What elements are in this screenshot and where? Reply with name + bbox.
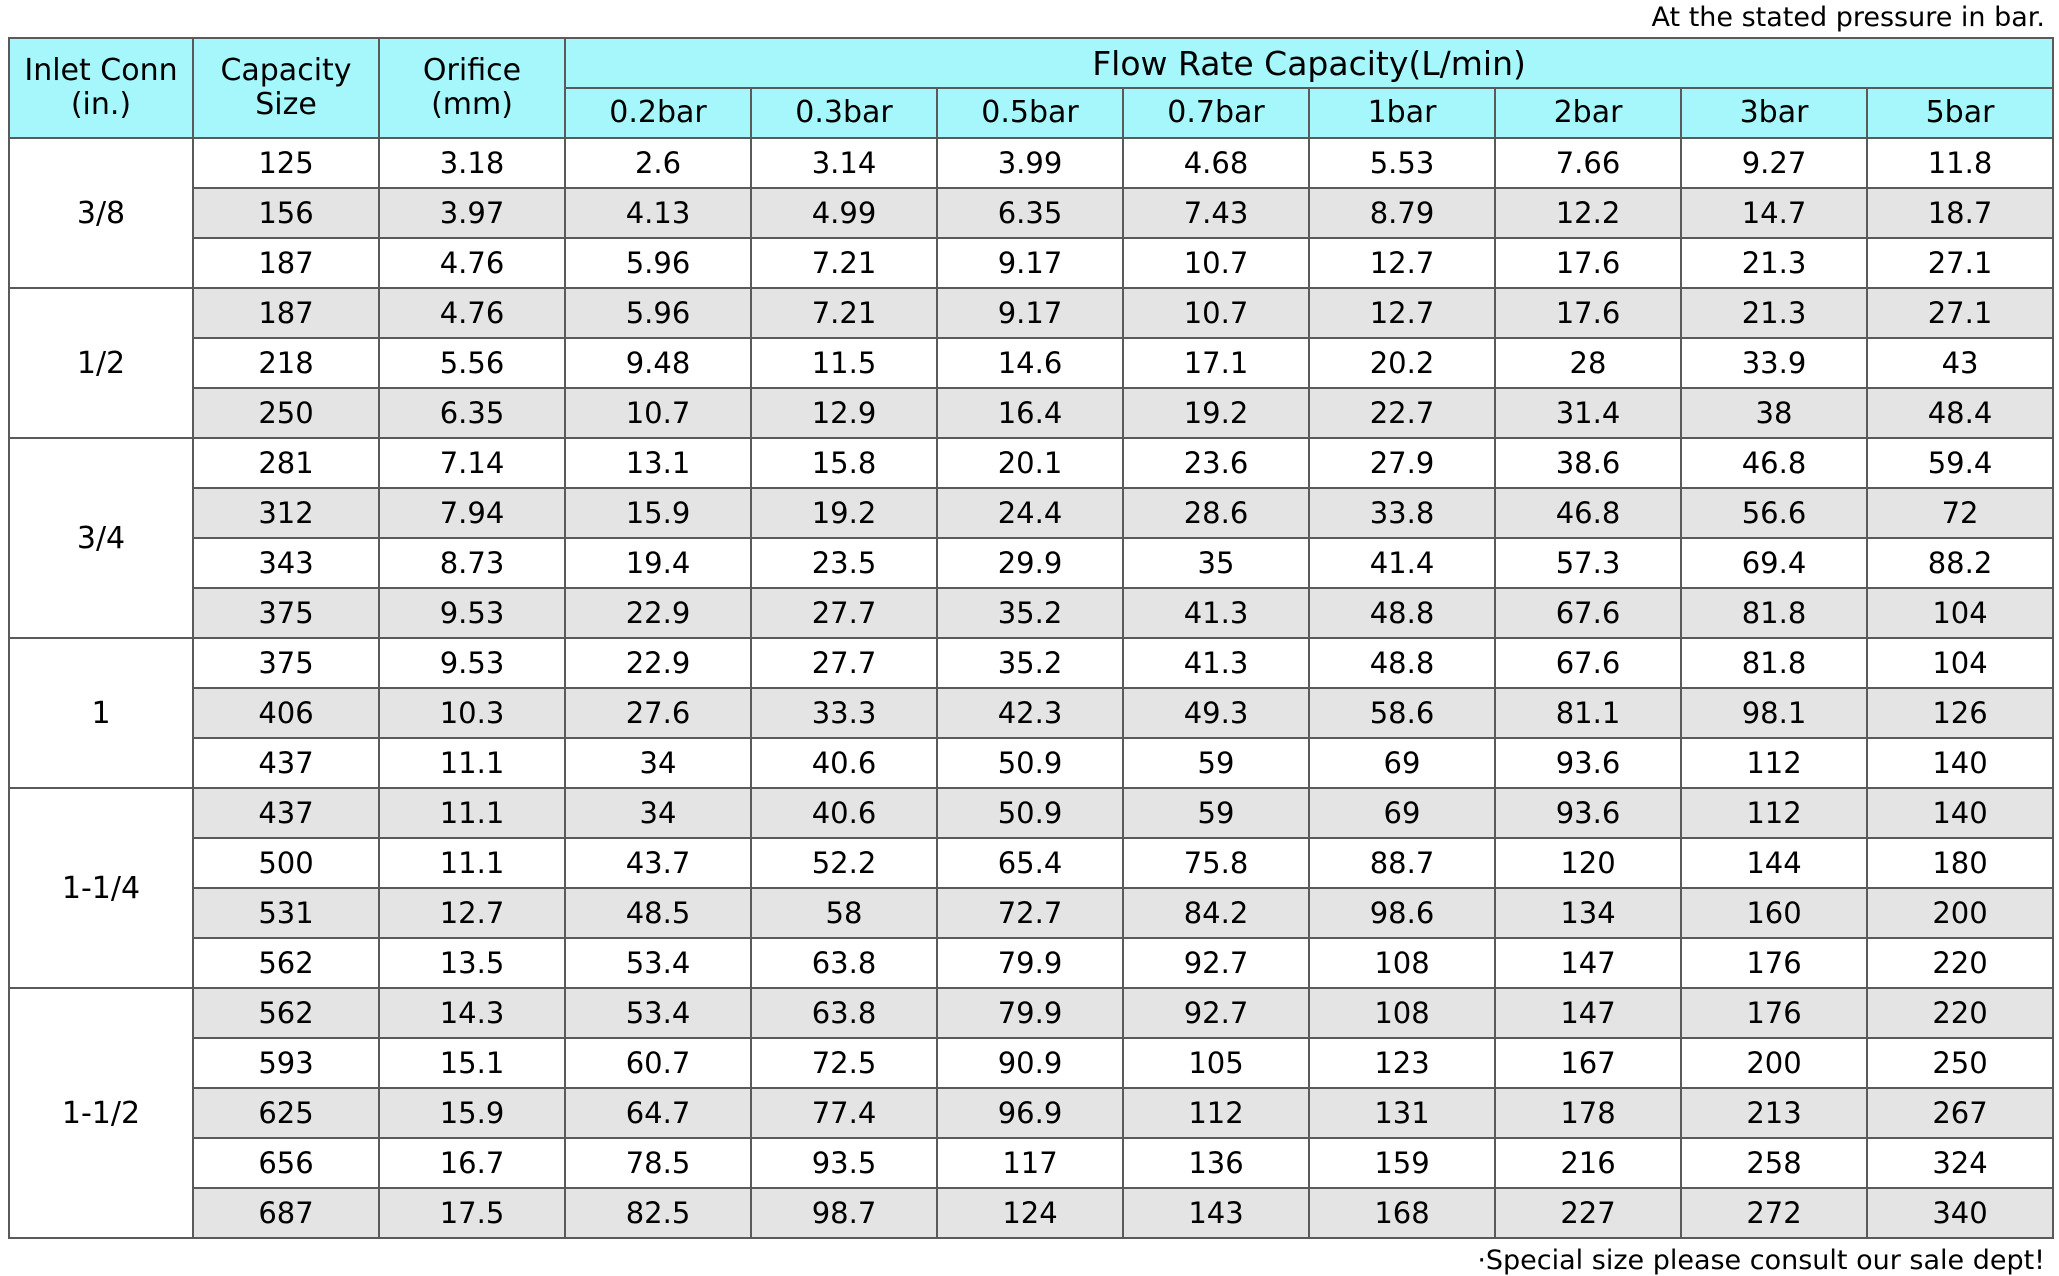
flow-rate-cell: 117 [937,1138,1123,1188]
flow-rate-cell: 50.9 [937,738,1123,788]
flow-rate-cell: 22.7 [1309,388,1495,438]
flow-rate-cell: 9.27 [1681,138,1867,188]
capacity-size-cell: 531 [193,888,379,938]
inlet-conn-cell: 1-1/4 [9,788,193,988]
flow-rate-cell: 41.4 [1309,538,1495,588]
capacity-size-cell: 656 [193,1138,379,1188]
column-header-inlet-conn [9,38,193,138]
flow-rate-cell: 93.6 [1495,788,1681,838]
inlet-conn-label-line2: (in.) [70,87,132,122]
flow-rate-cell: 10.7 [1123,238,1309,288]
flow-rate-cell: 13.1 [565,438,751,488]
flow-rate-capacity-table [8,37,2054,1239]
column-header-pressure: 0.7bar [1123,88,1309,138]
flow-rate-cell: 123 [1309,1038,1495,1088]
capacity-size-label-line1: Capacity [220,52,352,88]
flow-rate-cell: 34 [565,738,751,788]
flow-rate-cell: 98.6 [1309,888,1495,938]
flow-rate-cell: 15.9 [565,488,751,538]
flow-rate-cell: 108 [1309,988,1495,1038]
flow-rate-cell: 22.9 [565,638,751,688]
flow-rate-cell: 250 [1867,1038,2053,1088]
column-header-pressure: 3bar [1681,88,1867,138]
table-header [9,38,2053,138]
flow-rate-cell: 134 [1495,888,1681,938]
table-row [9,338,2053,388]
flow-rate-cell: 16.4 [937,388,1123,438]
orifice-cell: 17.5 [379,1188,565,1238]
table-row [9,1088,2053,1138]
flow-rate-cell: 8.79 [1309,188,1495,238]
table-row [9,288,2053,338]
flow-rate-cell: 28 [1495,338,1681,388]
orifice-cell: 9.53 [379,588,565,638]
flow-rate-cell: 43.7 [565,838,751,888]
flow-rate-cell: 28.6 [1123,488,1309,538]
table-row [9,488,2053,538]
flow-rate-cell: 53.4 [565,938,751,988]
flow-rate-cell: 77.4 [751,1088,937,1138]
capacity-size-cell: 437 [193,738,379,788]
capacity-size-cell: 156 [193,188,379,238]
table-row [9,388,2053,438]
table-row [9,1038,2053,1088]
header-row-primary [9,38,2053,88]
flow-rate-cell: 19.4 [565,538,751,588]
flow-rate-cell: 167 [1495,1038,1681,1088]
flow-rate-cell: 12.7 [1309,288,1495,338]
orifice-cell: 11.1 [379,838,565,888]
table-row [9,788,2053,838]
flow-rate-cell: 24.4 [937,488,1123,538]
flow-rate-cell: 57.3 [1495,538,1681,588]
flow-rate-cell: 5.96 [565,288,751,338]
flow-rate-cell: 176 [1681,938,1867,988]
flow-rate-cell: 75.8 [1123,838,1309,888]
orifice-cell: 9.53 [379,638,565,688]
flow-rate-cell: 84.2 [1123,888,1309,938]
flow-rate-cell: 168 [1309,1188,1495,1238]
flow-rate-cell: 63.8 [751,988,937,1038]
flow-rate-cell: 15.8 [751,438,937,488]
flow-rate-cell: 35.2 [937,638,1123,688]
flow-rate-cell: 33.9 [1681,338,1867,388]
flow-rate-cell: 93.5 [751,1138,937,1188]
capacity-size-cell: 625 [193,1088,379,1138]
pressure-note: At the stated pressure in bar. [1651,2,2045,33]
flow-rate-cell: 41.3 [1123,638,1309,688]
flow-rate-cell: 272 [1681,1188,1867,1238]
flow-rate-cell: 27.7 [751,638,937,688]
table-row [9,538,2053,588]
orifice-cell: 4.76 [379,238,565,288]
flow-rate-cell: 49.3 [1123,688,1309,738]
flow-rate-cell: 81.1 [1495,688,1681,738]
flow-rate-cell: 72.7 [937,888,1123,938]
flow-rate-cell: 220 [1867,988,2053,1038]
table-row [9,988,2053,1038]
flow-rate-cell: 340 [1867,1188,2053,1238]
inlet-conn-cell: 1-1/2 [9,988,193,1238]
flow-rate-cell: 27.1 [1867,288,2053,338]
table-row [9,638,2053,688]
flow-rate-cell: 46.8 [1495,488,1681,538]
capacity-size-cell: 375 [193,638,379,688]
column-header-capacity-size [193,38,379,138]
flow-rate-cell: 324 [1867,1138,2053,1188]
orifice-cell: 4.76 [379,288,565,338]
flow-rate-cell: 104 [1867,638,2053,688]
flow-rate-cell: 227 [1495,1188,1681,1238]
table-row [9,938,2053,988]
flow-rate-cell: 42.3 [937,688,1123,738]
flow-rate-cell: 12.2 [1495,188,1681,238]
flow-rate-cell: 4.68 [1123,138,1309,188]
capacity-size-cell: 187 [193,288,379,338]
capacity-size-cell: 406 [193,688,379,738]
capacity-size-cell: 562 [193,988,379,1038]
flow-rate-cell: 72 [1867,488,2053,538]
flow-rate-cell: 96.9 [937,1088,1123,1138]
orifice-cell: 14.3 [379,988,565,1038]
flow-rate-cell: 23.5 [751,538,937,588]
flow-rate-cell: 63.8 [751,938,937,988]
flow-rate-cell: 19.2 [1123,388,1309,438]
flow-rate-cell: 60.7 [565,1038,751,1088]
flow-rate-cell: 147 [1495,988,1681,1038]
capacity-size-label-line2: Size [255,87,317,122]
flow-rate-cell: 7.43 [1123,188,1309,238]
flow-rate-cell: 216 [1495,1138,1681,1188]
flow-rate-cell: 79.9 [937,988,1123,1038]
flow-rate-cell: 140 [1867,788,2053,838]
flow-rate-cell: 147 [1495,938,1681,988]
orifice-cell: 12.7 [379,888,565,938]
flow-rate-cell: 20.2 [1309,338,1495,388]
flow-rate-cell: 58 [751,888,937,938]
capacity-size-cell: 343 [193,538,379,588]
column-header-pressure: 0.3bar [751,88,937,138]
capacity-size-cell: 218 [193,338,379,388]
flow-rate-cell: 67.6 [1495,588,1681,638]
flow-rate-cell: 56.6 [1681,488,1867,538]
orifice-cell: 7.14 [379,438,565,488]
flow-rate-cell: 20.1 [937,438,1123,488]
capacity-size-cell: 593 [193,1038,379,1088]
flow-rate-cell: 9.17 [937,238,1123,288]
flow-rate-cell: 48.5 [565,888,751,938]
table-row [9,688,2053,738]
flow-rate-cell: 72.5 [751,1038,937,1088]
flow-rate-cell: 180 [1867,838,2053,888]
special-size-note: ·Special size please consult our sale dept! [1477,1245,2045,1276]
flow-rate-cell: 82.5 [565,1188,751,1238]
orifice-cell: 6.35 [379,388,565,438]
flow-rate-cell: 112 [1681,788,1867,838]
table-row [9,1138,2053,1188]
flow-rate-cell: 159 [1309,1138,1495,1188]
flow-rate-cell: 58.6 [1309,688,1495,738]
flow-rate-cell: 108 [1309,938,1495,988]
flow-rate-cell: 143 [1123,1188,1309,1238]
flow-rate-cell: 9.48 [565,338,751,388]
flow-rate-cell: 38 [1681,388,1867,438]
flow-rate-cell: 5.53 [1309,138,1495,188]
orifice-cell: 7.94 [379,488,565,538]
column-header-pressure: 1bar [1309,88,1495,138]
flow-rate-cell: 27.1 [1867,238,2053,288]
flow-rate-cell: 41.3 [1123,588,1309,638]
table-row [9,138,2053,188]
column-header-pressure: 0.2bar [565,88,751,138]
flow-rate-cell: 90.9 [937,1038,1123,1088]
flow-rate-cell: 81.8 [1681,638,1867,688]
flow-rate-cell: 98.7 [751,1188,937,1238]
table-row [9,438,2053,488]
flow-rate-cell: 78.5 [565,1138,751,1188]
inlet-conn-cell: 1/2 [9,288,193,438]
flow-rate-cell: 35 [1123,538,1309,588]
flow-rate-cell: 7.66 [1495,138,1681,188]
flow-rate-cell: 21.3 [1681,238,1867,288]
orifice-cell: 11.1 [379,788,565,838]
flow-rate-cell: 35.2 [937,588,1123,638]
flow-rate-cell: 3.99 [937,138,1123,188]
table-row [9,738,2053,788]
flow-rate-cell: 7.21 [751,288,937,338]
flow-rate-cell: 124 [937,1188,1123,1238]
flow-rate-cell: 38.6 [1495,438,1681,488]
inlet-conn-cell: 1 [9,638,193,788]
flow-rate-cell: 88.7 [1309,838,1495,888]
flow-rate-cell: 112 [1123,1088,1309,1138]
orifice-cell: 10.3 [379,688,565,738]
orifice-cell: 16.7 [379,1138,565,1188]
flow-rate-cell: 267 [1867,1088,2053,1138]
table-row [9,1188,2053,1238]
capacity-size-cell: 312 [193,488,379,538]
flow-rate-cell: 18.7 [1867,188,2053,238]
orifice-cell: 15.1 [379,1038,565,1088]
flow-rate-cell: 59 [1123,788,1309,838]
flow-rate-cell: 213 [1681,1088,1867,1138]
flow-rate-cell: 40.6 [751,738,937,788]
flow-rate-cell: 4.13 [565,188,751,238]
flow-rate-cell: 104 [1867,588,2053,638]
column-header-pressure: 0.5bar [937,88,1123,138]
flow-rate-cell: 59.4 [1867,438,2053,488]
flow-rate-cell: 200 [1867,888,2053,938]
orifice-cell: 3.97 [379,188,565,238]
capacity-size-cell: 500 [193,838,379,888]
column-group-header-flow-rate: Flow Rate Capacity(L/min) [565,38,2053,88]
flow-rate-cell: 40.6 [751,788,937,838]
flow-rate-cell: 69 [1309,738,1495,788]
orifice-cell: 5.56 [379,338,565,388]
flow-rate-cell: 14.6 [937,338,1123,388]
table-row [9,588,2053,638]
flow-rate-cell: 48.8 [1309,588,1495,638]
flow-rate-cell: 136 [1123,1138,1309,1188]
flow-rate-cell: 93.6 [1495,738,1681,788]
flow-rate-cell: 34 [565,788,751,838]
capacity-size-cell: 187 [193,238,379,288]
flow-rate-cell: 131 [1309,1088,1495,1138]
flow-rate-cell: 5.96 [565,238,751,288]
flow-rate-cell: 17.6 [1495,238,1681,288]
flow-rate-cell: 140 [1867,738,2053,788]
flow-rate-cell: 3.14 [751,138,937,188]
capacity-size-cell: 250 [193,388,379,438]
orifice-cell: 8.73 [379,538,565,588]
inlet-conn-cell: 3/4 [9,438,193,638]
flow-rate-cell: 92.7 [1123,988,1309,1038]
capacity-size-cell: 437 [193,788,379,838]
orifice-label-line1: Orifice [422,52,522,88]
inlet-conn-label-line1: Inlet Conn [24,52,178,88]
orifice-label-line2: (mm) [431,87,513,122]
flow-rate-cell: 17.6 [1495,288,1681,338]
flow-rate-cell: 120 [1495,838,1681,888]
flow-rate-cell: 144 [1681,838,1867,888]
flow-rate-cell: 50.9 [937,788,1123,838]
flow-rate-cell: 29.9 [937,538,1123,588]
flow-rate-cell: 27.7 [751,588,937,638]
flow-rate-cell: 10.7 [565,388,751,438]
flow-rate-cell: 23.6 [1123,438,1309,488]
flow-rate-cell: 12.9 [751,388,937,438]
column-header-pressure: 5bar [1867,88,2053,138]
flow-rate-cell: 19.2 [751,488,937,538]
flow-rate-cell: 46.8 [1681,438,1867,488]
flow-rate-cell: 126 [1867,688,2053,738]
table-row [9,188,2053,238]
flow-rate-cell: 105 [1123,1038,1309,1088]
flow-rate-cell: 59 [1123,738,1309,788]
flow-rate-cell: 52.2 [751,838,937,888]
flow-rate-cell: 79.9 [937,938,1123,988]
flow-rate-cell: 178 [1495,1088,1681,1138]
flow-rate-cell: 98.1 [1681,688,1867,738]
table-row [9,838,2053,888]
flow-rate-cell: 21.3 [1681,288,1867,338]
flow-rate-cell: 27.9 [1309,438,1495,488]
column-header-pressure: 2bar [1495,88,1681,138]
orifice-cell: 11.1 [379,738,565,788]
flow-rate-cell: 53.4 [565,988,751,1038]
flow-rate-cell: 69.4 [1681,538,1867,588]
flow-rate-cell: 9.17 [937,288,1123,338]
flow-rate-cell: 6.35 [937,188,1123,238]
flow-rate-cell: 48.8 [1309,638,1495,688]
flow-rate-cell: 220 [1867,938,2053,988]
capacity-size-cell: 687 [193,1188,379,1238]
flow-rate-cell: 258 [1681,1138,1867,1188]
capacity-size-cell: 281 [193,438,379,488]
flow-rate-cell: 11.5 [751,338,937,388]
flow-rate-cell: 200 [1681,1038,1867,1088]
flow-rate-cell: 65.4 [937,838,1123,888]
orifice-cell: 3.18 [379,138,565,188]
flow-rate-cell: 17.1 [1123,338,1309,388]
table-row [9,888,2053,938]
flow-rate-cell: 92.7 [1123,938,1309,988]
flow-rate-cell: 69 [1309,788,1495,838]
flow-rate-cell: 160 [1681,888,1867,938]
flow-rate-cell: 14.7 [1681,188,1867,238]
flow-rate-cell: 112 [1681,738,1867,788]
orifice-cell: 15.9 [379,1088,565,1138]
flow-rate-cell: 10.7 [1123,288,1309,338]
flow-rate-cell: 48.4 [1867,388,2053,438]
flow-rate-cell: 7.21 [751,238,937,288]
flow-rate-cell: 33.3 [751,688,937,738]
flow-rate-cell: 176 [1681,988,1867,1038]
table-row [9,238,2053,288]
flow-rate-cell: 33.8 [1309,488,1495,538]
table-body [9,138,2053,1238]
flow-rate-cell: 88.2 [1867,538,2053,588]
capacity-size-cell: 375 [193,588,379,638]
flow-rate-cell: 31.4 [1495,388,1681,438]
flow-rate-cell: 64.7 [565,1088,751,1138]
inlet-conn-cell: 3/8 [9,138,193,288]
flow-rate-cell: 2.6 [565,138,751,188]
orifice-cell: 13.5 [379,938,565,988]
flow-rate-cell: 43 [1867,338,2053,388]
flow-rate-cell: 12.7 [1309,238,1495,288]
flow-rate-cell: 22.9 [565,588,751,638]
flow-rate-cell: 4.99 [751,188,937,238]
flow-rate-cell: 11.8 [1867,138,2053,188]
column-header-orifice [379,38,565,138]
flow-rate-cell: 67.6 [1495,638,1681,688]
capacity-size-cell: 562 [193,938,379,988]
flow-rate-cell: 27.6 [565,688,751,738]
capacity-size-cell: 125 [193,138,379,188]
flow-rate-cell: 81.8 [1681,588,1867,638]
